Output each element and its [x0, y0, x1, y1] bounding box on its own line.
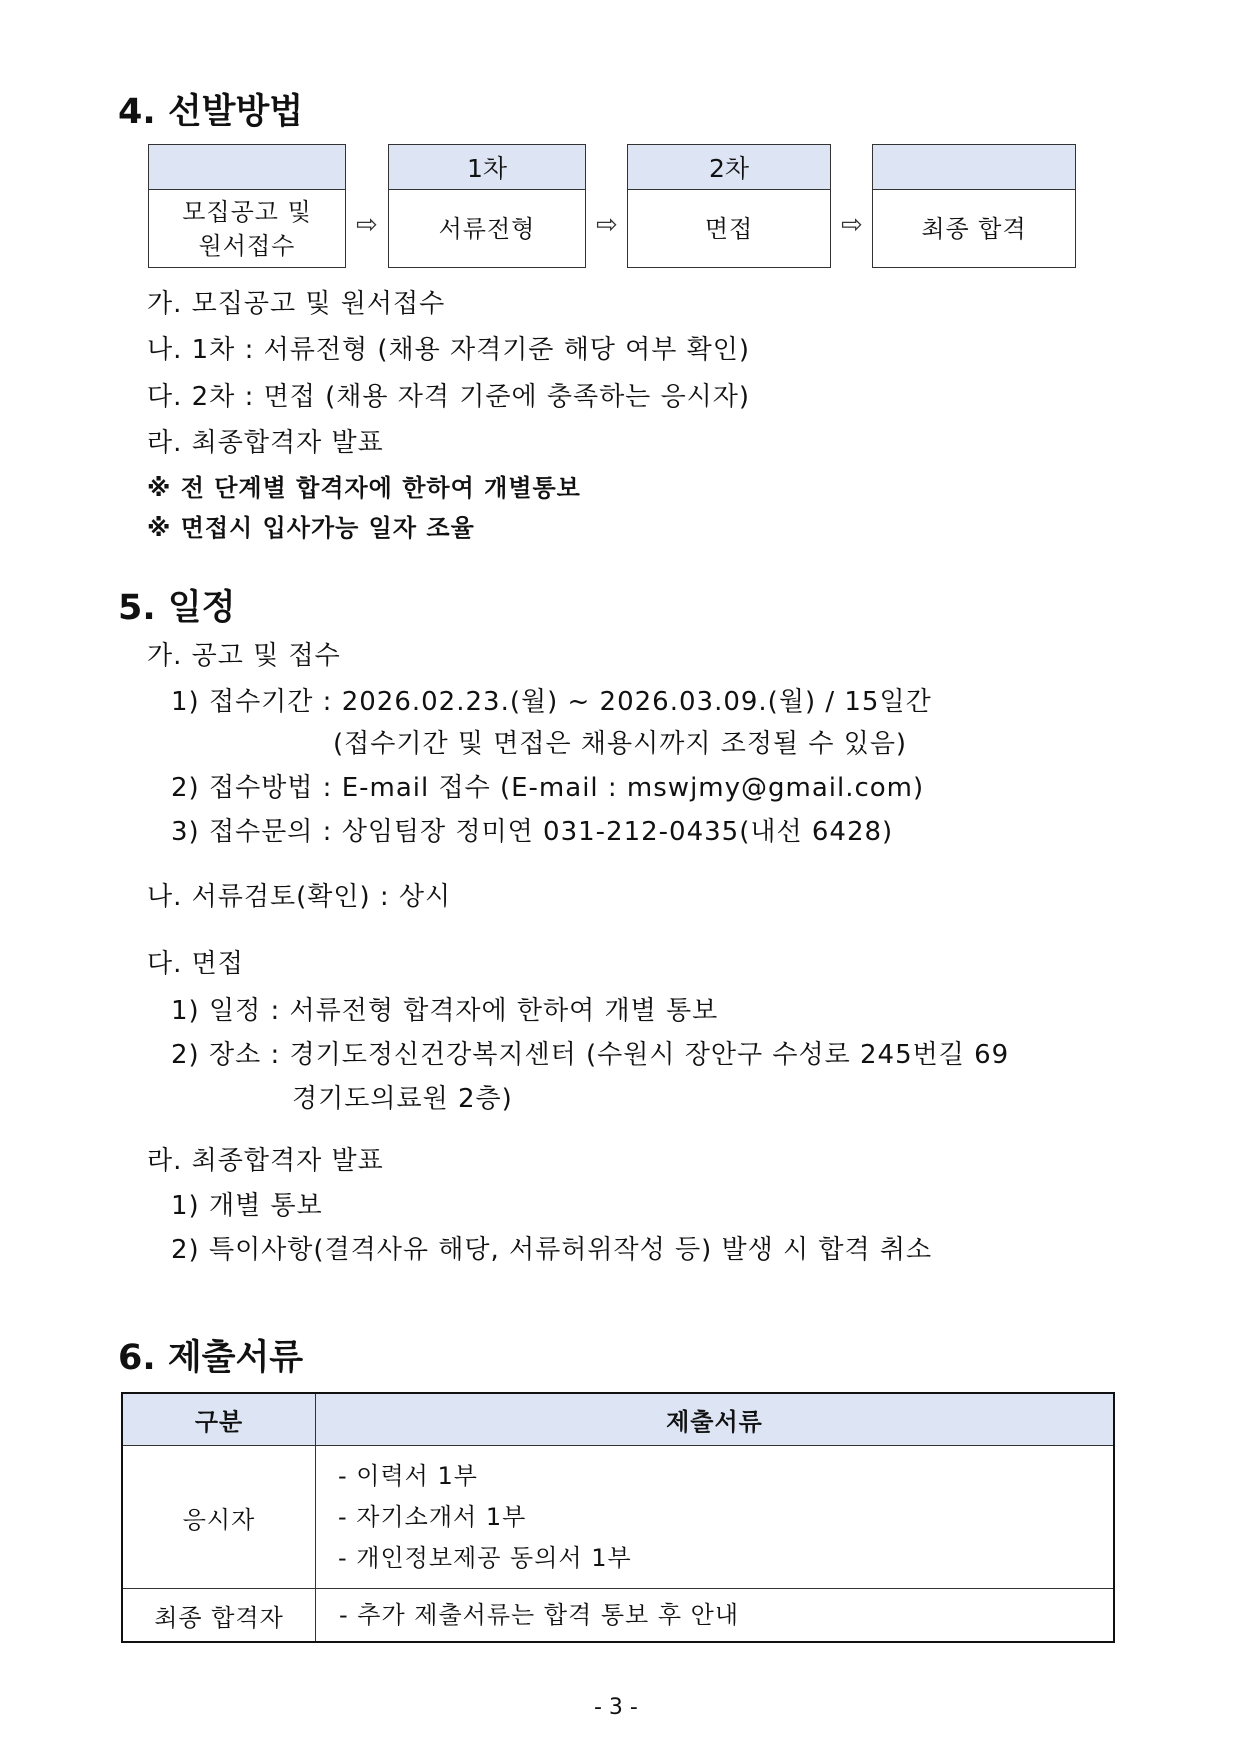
flow-arrow-2: ⇨	[596, 210, 618, 240]
s5-d2: 2) 특이사항(결격사유 해당, 서류허위작성 등) 발생 시 합격 취소	[171, 1235, 933, 1265]
s5-a3: 3) 접수문의 : 상임팀장 정미연 031-212-0435(내선 6428)	[171, 817, 894, 847]
section-6-title: 6. 제출서류	[118, 1338, 304, 1378]
table-row	[122, 1446, 1114, 1589]
s4-item-a: 가. 모집공고 및 원서접수	[147, 289, 446, 319]
flow-step-1	[148, 144, 346, 268]
s5-c: 다. 면접	[147, 949, 244, 979]
flow-step-1-head	[149, 145, 345, 190]
flow-step-3-head: 2차	[628, 145, 830, 190]
flow-step-2	[388, 144, 586, 268]
flow-step-3	[627, 144, 831, 268]
row-docs-final	[316, 1589, 1115, 1643]
s5-c2: 2) 장소 : 경기도정신건강복지센터 (수원시 장안구 수성로 245번길 69	[171, 1040, 1010, 1070]
section-5-title: 5. 일정	[118, 588, 236, 628]
flow-step-3-body: 면접	[704, 215, 754, 243]
s4-item-d: 라. 최종합격자 발표	[147, 428, 384, 458]
flow-step-1-body: 모집공고 및 원서접수	[182, 198, 312, 260]
s5-c1: 1) 일정 : 서류전형 합격자에 한하여 개별 통보	[171, 996, 719, 1026]
flow-step-2-body: 서류전형	[438, 215, 536, 243]
s5-d: 라. 최종합격자 발표	[147, 1146, 384, 1176]
row-docs-applicant	[316, 1446, 1115, 1589]
table-row	[122, 1589, 1114, 1643]
col-header-category: 구분	[122, 1393, 316, 1446]
flow-step-4	[872, 144, 1076, 268]
documents-table	[121, 1392, 1115, 1643]
flow-step-4-body: 최종 합격	[921, 215, 1027, 243]
table-header-row	[122, 1393, 1114, 1446]
s5-c2b: 경기도의료원 2층)	[292, 1084, 513, 1114]
flow-arrow-1: ⇨	[356, 210, 378, 240]
s4-item-b: 나. 1차 : 서류전형 (채용 자격기준 해당 여부 확인)	[147, 335, 751, 365]
s4-note-2: ※ 면접시 입사가능 일자 조율	[147, 514, 475, 542]
list-item: - 자기소개서 1부	[338, 1502, 527, 1531]
flow-step-4-head	[873, 145, 1075, 190]
section-4-title: 4. 선발방법	[118, 92, 304, 132]
page-number: - 3 -	[594, 1695, 638, 1720]
col-header-documents: 제출서류	[316, 1393, 1115, 1446]
s4-item-c: 다. 2차 : 면접 (채용 자격 기준에 충족하는 응시자)	[147, 382, 751, 412]
s4-note-1: ※ 전 단계별 합격자에 한하여 개별통보	[147, 474, 581, 502]
s5-b: 나. 서류검토(확인) : 상시	[147, 882, 452, 912]
s5-a1b: (접수기간 및 면접은 채용시까지 조정될 수 있음)	[333, 729, 908, 759]
s5-a: 가. 공고 및 접수	[147, 641, 341, 671]
flow-step-2-head: 1차	[389, 145, 585, 190]
list-item: - 개인정보제공 동의서 1부	[338, 1543, 632, 1572]
flow-arrow-3: ⇨	[841, 210, 863, 240]
row-label-final: 최종 합격자	[122, 1589, 316, 1643]
s5-a2: 2) 접수방법 : E-mail 접수 (E-mail : mswjmy@gmail.com)	[171, 773, 925, 803]
list-item: - 추가 제출서류는 합격 통보 후 안내	[339, 1600, 740, 1629]
s5-a1: 1) 접수기간 : 2026.02.23.(월) ~ 2026.03.09.(월) / 15일간	[171, 687, 932, 717]
s5-d1: 1) 개별 통보	[171, 1191, 323, 1221]
list-item: - 이력서 1부	[338, 1461, 478, 1490]
row-label-applicant: 응시자	[122, 1446, 316, 1589]
